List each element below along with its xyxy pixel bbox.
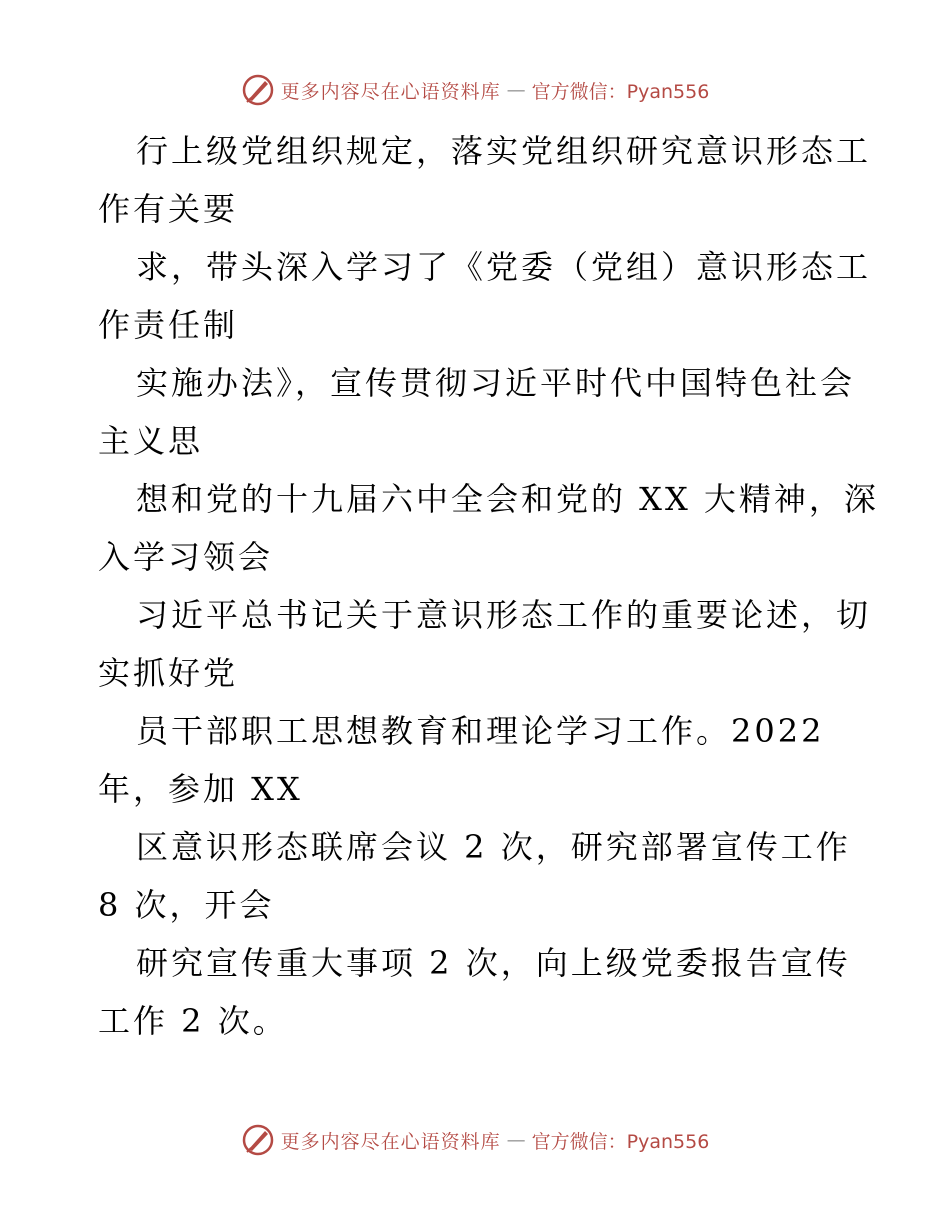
- watermark-wechat: 官方微信：Pyan556: [531, 1130, 710, 1153]
- text-line: 研究宣传重大事项 2 次，向上级党委报告宣传: [136, 944, 851, 982]
- text-line: 员干部职工思想教育和理论学习工作。2022: [136, 712, 825, 750]
- header-watermark: [0, 72, 950, 108]
- quill-pen-circle-logo-icon: [241, 73, 275, 107]
- text-line: 实施办法》，宣传贯彻习近平时代中国特色社会: [136, 364, 856, 402]
- document-body: [98, 122, 879, 1050]
- text-line: 主义思: [98, 422, 204, 460]
- text-line: 8 次，开会: [98, 886, 275, 924]
- text-line: 年，参加 XX: [98, 770, 303, 808]
- watermark-text: 更多内容尽在心语资料库: [280, 80, 501, 103]
- text-line: 行上级党组织规定，落实党组织研究意识形态工: [136, 132, 872, 170]
- watermark-separator: —: [506, 79, 526, 101]
- watermark-separator: —: [506, 1129, 526, 1151]
- watermark-wechat: 官方微信：Pyan556: [531, 80, 710, 103]
- text-line: 作责任制: [98, 306, 239, 344]
- watermark-text: 更多内容尽在心语资料库: [280, 1130, 501, 1153]
- text-line: 区意识形态联席会议 2 次，研究部署宣传工作: [136, 828, 851, 866]
- text-line: 想和党的十九届六中全会和党的 XX 大精神，深: [136, 480, 879, 518]
- footer-watermark: [0, 1122, 950, 1158]
- text-line: 工作 2 次。: [98, 1002, 288, 1040]
- text-line: 入学习领会: [98, 538, 274, 576]
- text-line: 求，带头深入学习了《党委（党组）意识形态工: [136, 248, 872, 286]
- quill-pen-circle-logo-icon: [241, 1123, 275, 1157]
- text-line: 习近平总书记关于意识形态工作的重要论述，切: [136, 596, 872, 634]
- text-line: 实抓好党: [98, 654, 239, 692]
- text-line: 作有关要: [98, 190, 239, 228]
